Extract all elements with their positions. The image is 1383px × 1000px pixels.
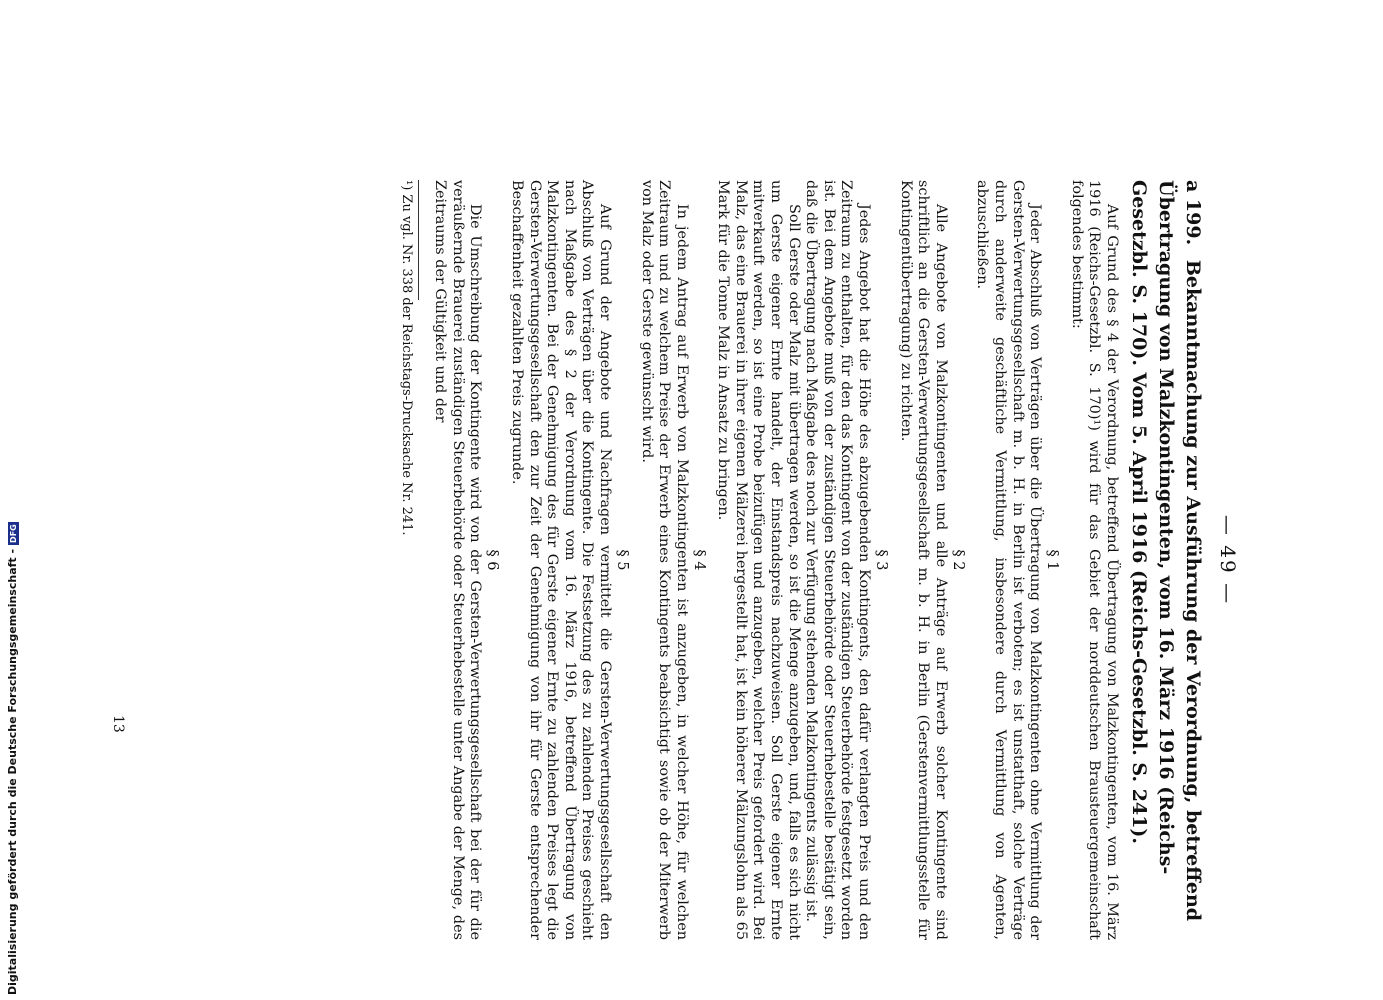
section-1-heading: § 1 [1044,549,1061,571]
sheet-number: 13 [110,715,126,733]
page-number: — 49 — [1216,514,1240,606]
section-3-paragraph-2: Soll Gerste oder Malz mit übertragen werden, so ist die Menge anzugeben, und, falls es sich nicht um Gerste eigener Ernte handelt, der Einstandspreis nachzuweisen. Soll Gerste eigener Ernte mitverkauft werden, so ist eine Probe beizufügen und anzugeben, welcher Preis gefordert wird. Bei Malz, das eine Brauerei in ihrer eigenen Mälzerei hergestellt hat, ist kein höherer Mälzungslohn als 65 Mark für die Tonne Malz in Ansatz zu bringen. [715,180,802,940]
section-4-heading: § 4 [690,549,707,571]
dfg-logo: DFG [9,524,18,543]
intro-paragraph: Auf Grund des § 4 der Verordnung, betreffend Übertragung von Malzkontingenten, vom 16. März 1916 (Reichs-Gesetzbl. S. 170)¹) wird für das Gebiet der norddeutschen Brausteuergemeinschaft folgendes bestimmt: [1068,180,1120,940]
section-5-heading: § 5 [613,549,630,571]
title-text: Bekanntmachung zur Ausführung der Verordnung, betreffend Übertragung von Malzkontingenten, vom 16. März 1916 (Reichs-Gesetzbl. S. 170). Vom 5. April 1916 (Reichs-Gesetzbl. S. 241). [1128,180,1204,922]
funding-note-text: Digitalisierung gefördert durch die Deutsche Forschungsgemeinschaft - [6,548,19,995]
section-2-paragraph: Alle Angebote von Malzkontingenten und alle Anträge auf Erwerb solcher Kontingente sind schriftlich an die Gersten-Verwertungsgesellschaft m. b. H. in Berlin (Gerstenvermittlungsstelle für Kontingentübertragung) zu richten. [897,180,949,940]
footnote: ¹) Zu vgl. Nr. 338 der Reichstags-Drucksache Nr. 241. [398,180,414,536]
section-6-heading: § 6 [484,549,501,571]
section-2-heading: § 2 [949,549,966,571]
section-6-paragraph: Die Umschreibung der Kontingente wird von der Gersten-Verwertungsgesellschaft bei der für die veräußernde Brauerei zuständigen Steuerbehörde oder Steuerhebestelle unter Angabe der Menge, des Zeitraums der Gültigkeit und der [432,180,484,940]
funding-note [6,522,19,995]
section-4-paragraph: In jedem Antrag auf Erwerb von Malzkontingenten ist anzugeben, in welcher Höhe, für welchen Zeitraum und zu welchem Preise der Erwerb eines Kontingents beabsichtigt sowie ob der Miterwerb von Malz oder Gerste gewünscht wird. [638,180,690,940]
section-5-paragraph: Auf Grund der Angebote und Nachfragen vermittelt die Gersten-Verwertungsgesellschaft den Abschluß von Verträgen über die Kontingente. Die Festsetzung des zu zahlenden Preises geschieht nach Maßgabe des § 2 der Verordnung vom 16. März 1916, betreffend Übertragung von Malzkontingenten. Bei der Genehmigung des für Gerste eigener Ernte zu zahlenden Preises legt die Gersten-Verwertungsgesellschaft den zur Zeit der Genehmigung von ihr für Gerste entsprechender Beschaffenheit gezahlten Preis zugrunde. [508,180,613,940]
footnote-divider [418,180,419,300]
section-3-paragraph-1: Jedes Angebot hat die Höhe des abzugebenden Kontingents, den dafür verlangten Preis und den Zeitraum zu enthalten, für den das Kontingent von der zuständigen Steuerbehörde festgesetzt worden ist. Bei dem Angebote muß von der zuständigen Steuerbehörde oder Steuerhebestelle bestätigt sein, daß die Übertragung nach Maßgabe des noch zur Verfügung stehenden Malzkontingents zulässig ist. [803,180,873,940]
title-number: a 199. [1182,180,1204,246]
document-title [1125,180,1206,940]
document-body [398,180,1120,940]
section-1-paragraph: Jeder Abschluß von Verträgen über die Übertragung von Malzkontingenten ohne Vermittlung der Gersten-Verwertungsgesellschaft m. b. H. in Berlin ist verboten; es ist unstatthaft, solche Verträge durch anderweite geschäftliche Vermittlung, insbesondere durch Vermittlung von Agenten, abzuschließen. [974,180,1044,940]
rotated-content [140,180,1240,940]
section-3-heading: § 3 [873,549,890,571]
